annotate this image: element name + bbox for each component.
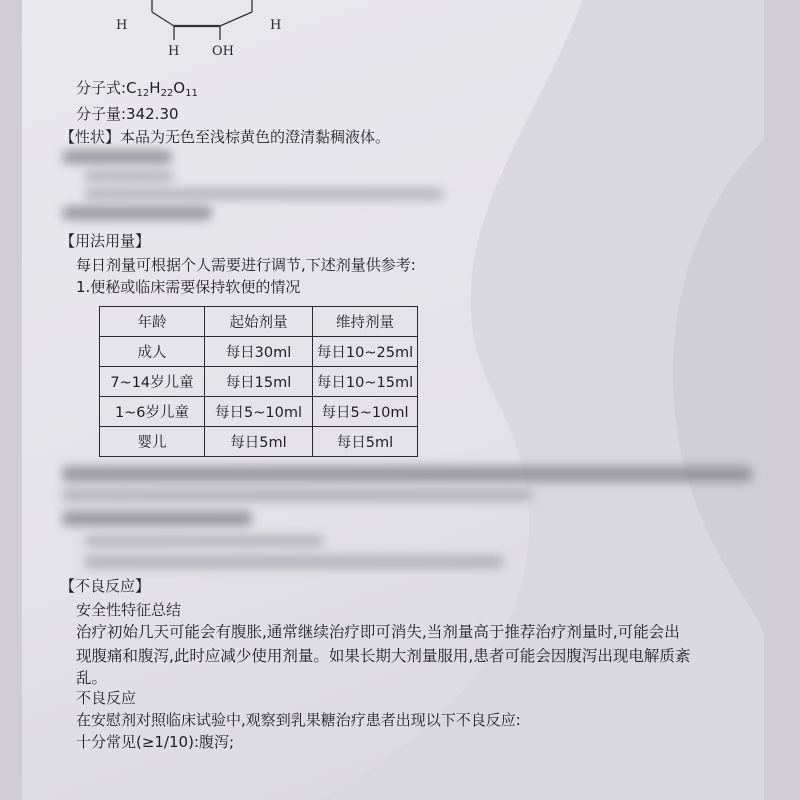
adverse-reactions-line: 在安慰剂对照临床试验中,观察到乳果糖治疗患者出现以下不良反应: bbox=[76, 711, 521, 729]
usage-item-1: 1.便秘或临床需要保持软便的情况 bbox=[76, 278, 301, 296]
formula-label: 分子式: bbox=[76, 79, 127, 97]
atom-h-bottom: H bbox=[168, 44, 180, 59]
redacted-text bbox=[62, 150, 172, 164]
safety-summary-line: 现腹痛和腹泻,此时应减少使用剂量。如果长期大剂量服用,患者可能会因腹泻出现电解质紊 bbox=[76, 647, 691, 665]
atom-oh: OH bbox=[212, 44, 234, 59]
table-cell: 婴儿 bbox=[100, 427, 205, 457]
atom-h-left: H bbox=[116, 18, 128, 33]
formula-h: H bbox=[149, 79, 161, 97]
table-cell: 每日5ml bbox=[205, 427, 313, 457]
table-cell: 7~14岁儿童 bbox=[100, 367, 205, 397]
table-header: 起始剂量 bbox=[205, 307, 313, 337]
table-cell: 每日30ml bbox=[205, 337, 313, 367]
table-cell: 每日15ml bbox=[205, 367, 313, 397]
formula-c-sub: 12 bbox=[136, 88, 150, 99]
formula-h-sub: 22 bbox=[160, 88, 174, 99]
usage-intro: 每日剂量可根据个人需要进行调节,下述剂量供参考: bbox=[76, 256, 416, 274]
formula-o-sub: 11 bbox=[185, 88, 198, 99]
table-row bbox=[100, 397, 418, 427]
safety-summary-title: 安全性特征总结 bbox=[76, 601, 182, 619]
table-row bbox=[100, 427, 418, 457]
formula-c: C bbox=[126, 79, 137, 97]
atom-h-right: H bbox=[270, 18, 282, 33]
chemical-structure bbox=[112, 0, 292, 70]
table-header: 维持剂量 bbox=[313, 307, 418, 337]
safety-summary-line: 治疗初始几天可能会有腹胀,通常继续治疗即可消失,当剂量高于推荐治疗剂量时,可能会出 bbox=[76, 623, 680, 641]
properties-text: 【性状】本品为无色至浅棕黄色的澄清黏稠液体。 bbox=[60, 128, 391, 146]
structure-bonds bbox=[112, 0, 292, 70]
molecular-formula bbox=[76, 78, 198, 104]
redacted-text bbox=[62, 488, 532, 502]
redacted-text bbox=[84, 555, 504, 569]
table-cell: 每日10~15ml bbox=[313, 367, 418, 397]
table-header: 年龄 bbox=[100, 307, 205, 337]
table-header-row bbox=[100, 307, 418, 337]
usage-heading: 【用法用量】 bbox=[60, 232, 151, 250]
safety-summary-line: 乱。 bbox=[76, 669, 108, 687]
document-page bbox=[22, 0, 764, 800]
redacted-text bbox=[84, 535, 324, 547]
redacted-text bbox=[62, 511, 252, 526]
redacted-text bbox=[62, 206, 212, 220]
adverse-reactions-title: 不良反应 bbox=[76, 689, 137, 707]
table-cell: 每日5~10ml bbox=[313, 397, 418, 427]
table-row bbox=[100, 367, 418, 397]
table-cell: 每日5ml bbox=[313, 427, 418, 457]
redacted-text bbox=[84, 170, 174, 182]
adverse-heading: 【不良反应】 bbox=[60, 577, 151, 595]
table-cell: 1~6岁儿童 bbox=[100, 397, 205, 427]
redacted-text bbox=[84, 188, 444, 200]
molecular-weight: 分子量:342.30 bbox=[76, 105, 179, 123]
redacted-text bbox=[62, 466, 752, 482]
dosage-table bbox=[99, 306, 418, 457]
table-cell: 成人 bbox=[100, 337, 205, 367]
table-row bbox=[100, 337, 418, 367]
adverse-reactions-line: 十分常见(≥1/10):腹泻; bbox=[76, 733, 235, 751]
formula-o: O bbox=[173, 79, 186, 97]
table-cell: 每日10~25ml bbox=[313, 337, 418, 367]
table-cell: 每日5~10ml bbox=[205, 397, 313, 427]
